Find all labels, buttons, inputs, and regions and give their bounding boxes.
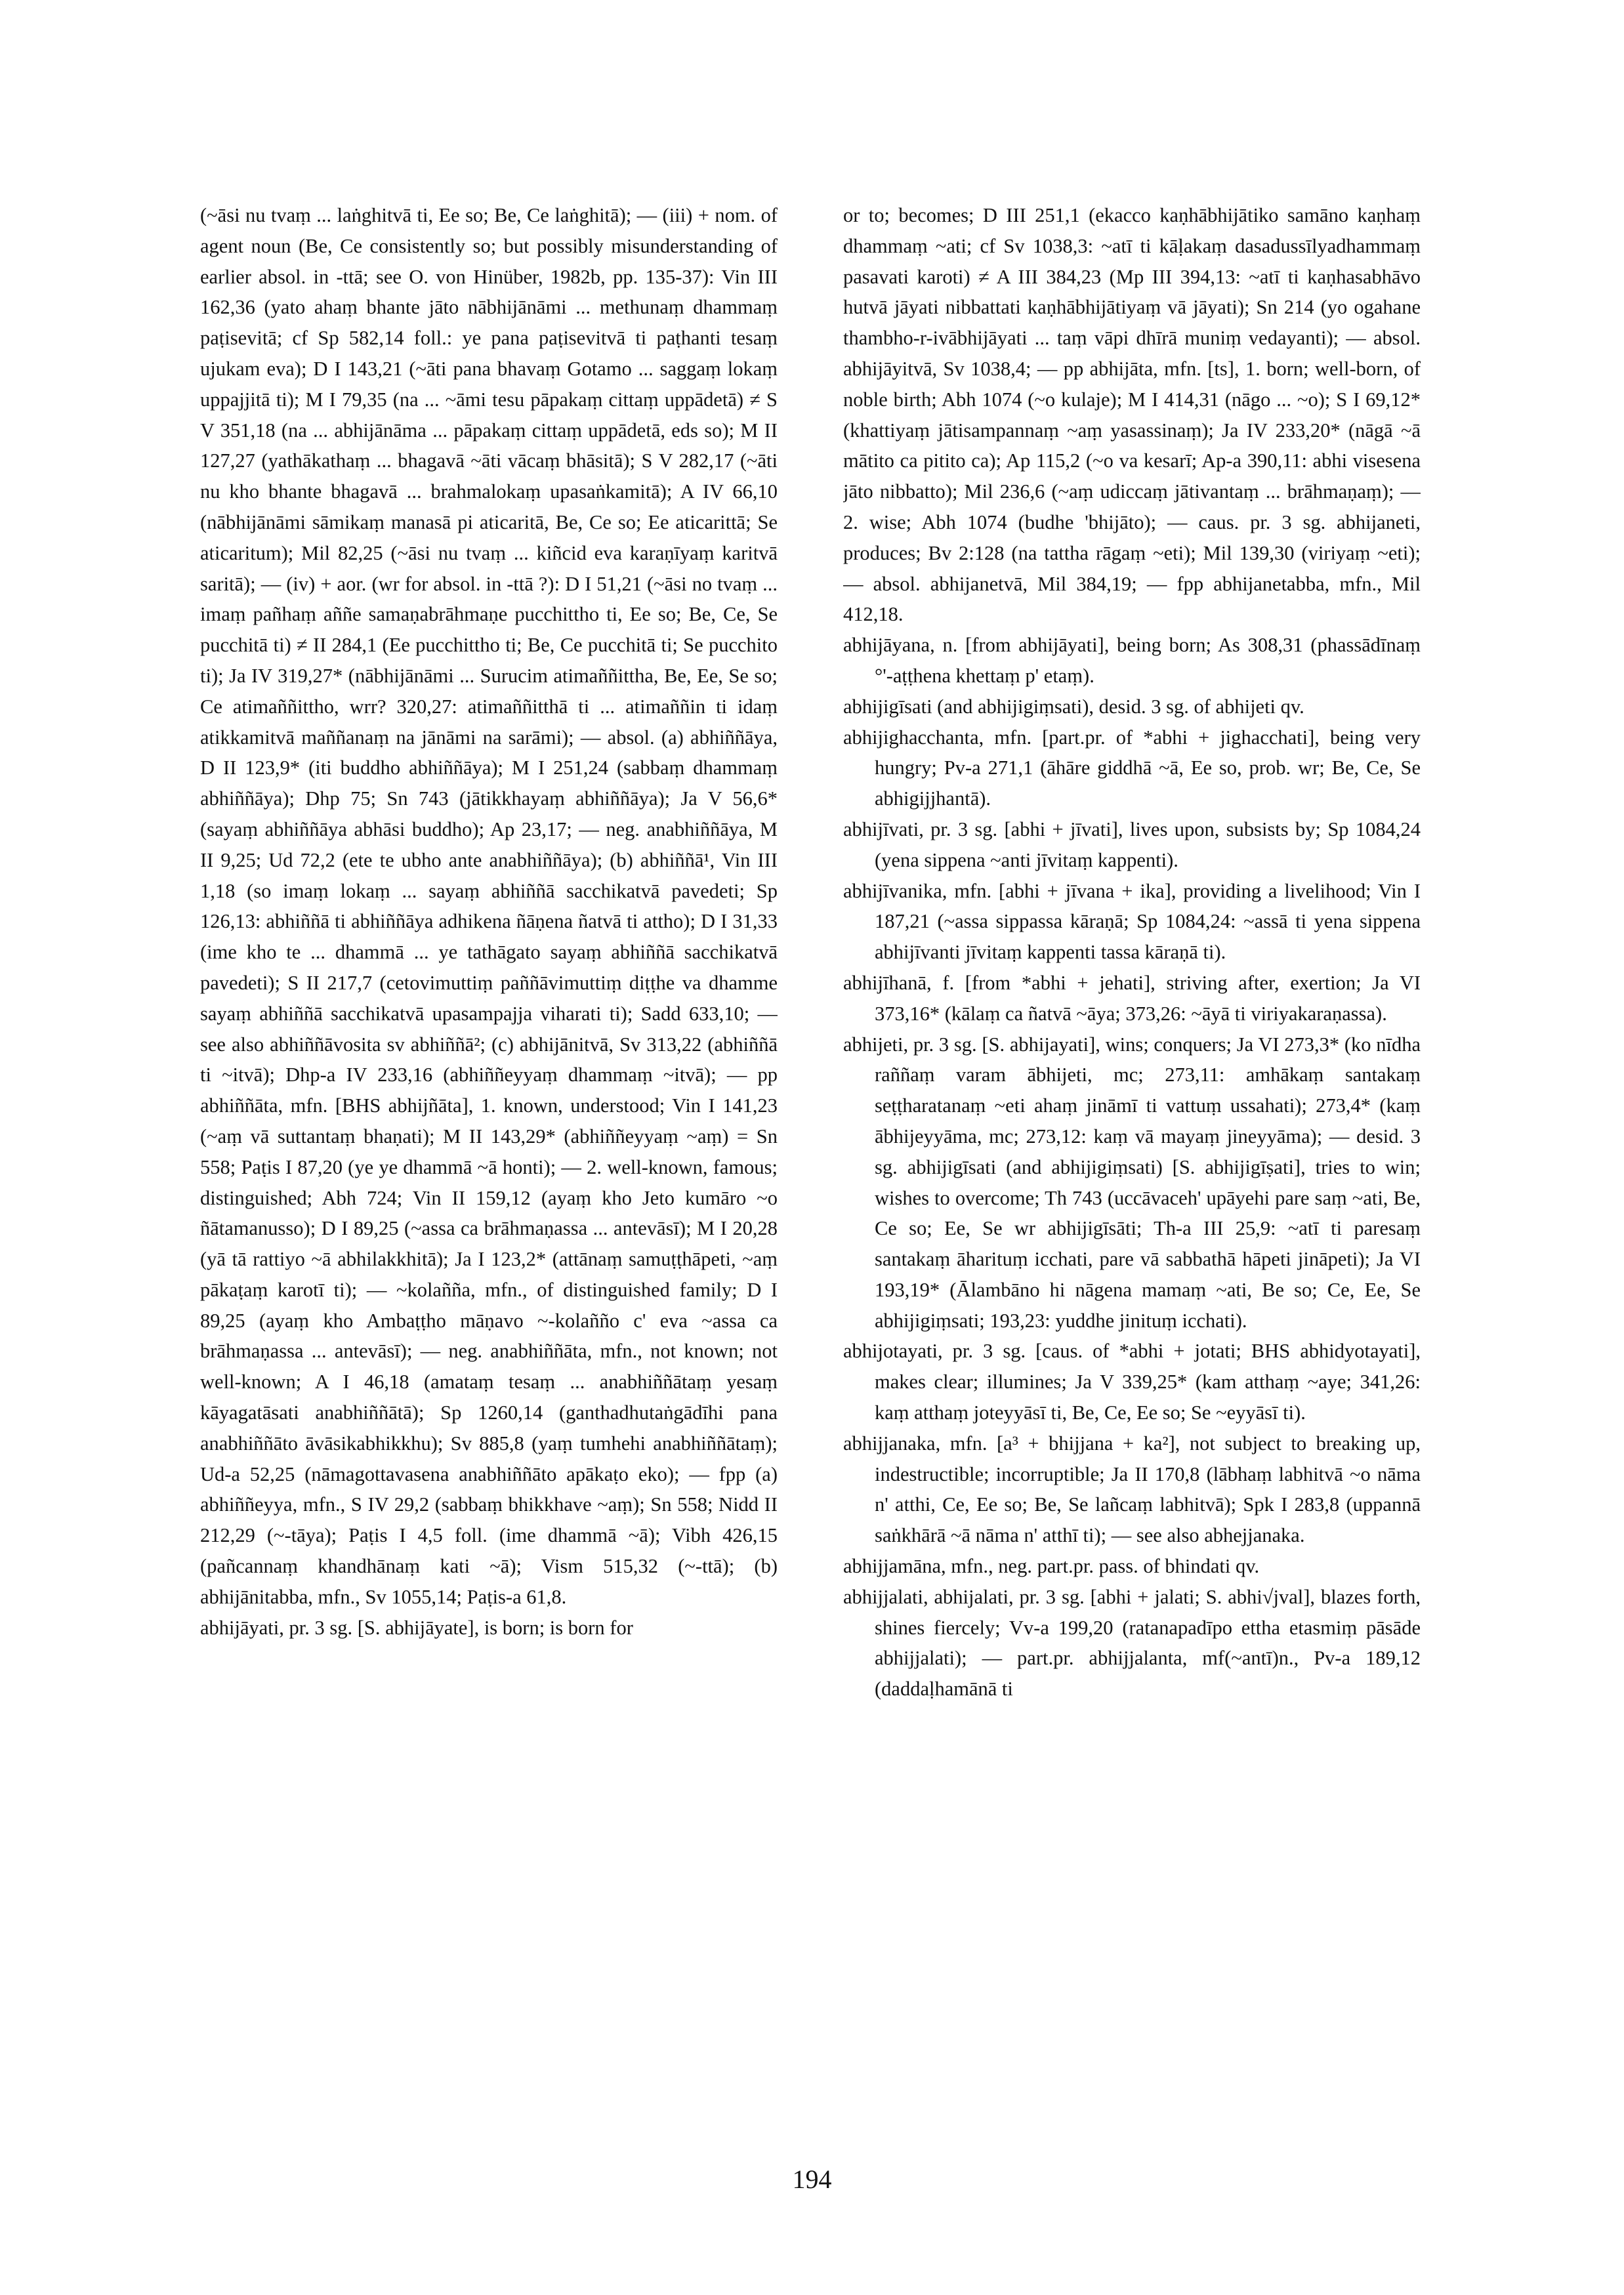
left-column bbox=[200, 200, 778, 2136]
entry-abhijihana: abhijīhanā, f. [from *abhi + jehati], striving after, exertion; Ja VI 373,16* (kālaṃ ca ñatvā ~āya; 373,26: ~āyā ti viriyakaraṇassa). bbox=[843, 971, 1421, 1025]
entry-abhijigisati: abhijigīsati (and abhijigiṃsati), desid. 3 sg. of abhijeti qv. bbox=[843, 695, 1304, 718]
entry-abhijjanaka: abhijjanaka, mfn. [a³ + bhijjana + ka²], not subject to breaking up, indestructible; incorruptible; Ja II 170,8 (lābhaṃ labhitvā ~o nāma n' atthi, Ce, Ee so; Be, Se lañcaṃ labhitvā); Spk I 283,8 (uppannā saṅkhārā ~ā nāma n' atthī ti); — see also abhejjanaka. bbox=[843, 1432, 1421, 1547]
entry-abhijotayati: abhijotayati, pr. 3 sg. [caus. of *abhi + jotati; BHS abhidyotayati], makes clear; illumines; Ja V 339,25* (kam atthaṃ ~aye; 341,26: kaṃ atthaṃ joteyyāsī ti, Be, Ce, Ee so; Se ~eyyāsī ti). bbox=[843, 1340, 1421, 1424]
right-column bbox=[843, 200, 1421, 2136]
entry-abhijjamana: abhijjamāna, mfn., neg. part.pr. pass. of bhindati qv. bbox=[843, 1555, 1260, 1578]
entry-abhijjalati: abhijjalati, abhijalati, pr. 3 sg. [abhi + jalati; S. abhi√jval], blazes forth, shines fiercely; Vv-a 199,20 (ratanapadīpo ettha etasmiṃ pāsāde abhijjalati); — part.pr. abhijjalanta, mf(~antī)n., Pv-a 189,12 (daddaḷhamānā ti bbox=[843, 1585, 1421, 1701]
entry-abhijivati: abhijīvati, pr. 3 sg. [abhi + jīvati], lives upon, subsists by; Sp 1084,24 (yena sippena ~anti jīvitaṃ kappenti). bbox=[843, 817, 1421, 871]
entry-abhijayana: abhijāyana, n. [from abhijāyati], being born; As 308,31 (phassādīnaṃ °'-aṭṭhena khettaṃ p' etaṃ). bbox=[843, 634, 1421, 687]
entry-abhijeti: abhijeti, pr. 3 sg. [S. abhijayati], wins; conquers; Ja VI 273,3* (ko nīdha raññaṃ varam ābhijeti, mc; 273,11: amhākaṃ santakaṃ seṭṭharatanaṃ ~eti ahaṃ jināmī ti vattuṃ ussahati); 273,4* (kaṃ ābhijeyyāma, mc; 273,12: kaṃ vā mayaṃ jineyyāma); — desid. 3 sg. abhijigīsati (and abhijigiṃsati) [S. abhijigīṣati], tries to win; wishes to overcome; Th 743 (uccāvaceh' upāyehi pare saṃ ~ati, Be, Ce so; Ee, Se wr abhijigīsāti; Th-a III 25,9: ~atī ti paresaṃ santakaṃ āharituṃ icchati, pare vā sabbathā hāpeti jināpeti); Ja VI 193,19* (Ālambāno hi nāgena mamaṃ ~ati, Be so; Ce, Ee, Se abhijigiṃsati; 193,23: yuddhe jinituṃ icchati). bbox=[843, 1033, 1421, 1332]
entry-text: or to; becomes; D III 251,1 (ekacco kaṇhābhijātiko samāno kaṇhaṃ dhammaṃ ~ati; cf Sv 1038,3: ~atī ti kāḷakaṃ dasadussīlyadhammaṃ pasavati karoti) ≠ A III 384,23 (Mp III 394,13: ~atī ti kaṇhasabhāvo hutvā jāyati nibbattati kaṇhābhijātiyaṃ vā jāyati); Sn 214 (yo ogahane thambho-r-ivābhijāyati ... taṃ vāpi dhīrā muniṃ vedayanti); — absol. abhijāyitvā, Sv 1038,4; — pp abhijāta, mfn. [ts], 1. born; well-born, of noble birth; Abh 1074 (~o kulaje); M I 414,31 (nāgo ... ~o); S I 69,12* (khattiyaṃ jātisampannaṃ ~aṃ yasassinaṃ); Ja IV 233,20* (nāgā ~ā mātito ca pitito ca); Ap 115,2 (~o va kesarī; Ap-a 390,11: abhi visesena jāto nibbatto); Mil 236,6 (~aṃ udiccaṃ jātivantaṃ ... brāhmaṇaṃ); — 2. wise; Abh 1074 (budhe 'bhijāto); — caus. pr. 3 sg. abhijaneti, produces; Bv 2:128 (na tattha rāgaṃ ~eti); Mil 139,30 (viriyaṃ ~eti); — absol. abhijanetvā, Mil 384,19; — fpp abhijanetabba, mfn., Mil 412,18. bbox=[843, 204, 1421, 626]
entry-abhijayati: abhijāyati, pr. 3 sg. [S. abhijāyate], is born; is born for bbox=[200, 1616, 633, 1639]
entry-abhijighacchanta: abhijighacchanta, mfn. [part.pr. of *abhi + jighacchati], being very hungry; Pv-a 271,1 (āhāre giddhā ~ā, Ee so, prob. wr; Be, Ce, Se abhigijjhantā). bbox=[843, 726, 1421, 810]
entry-abhijivanika: abhijīvanika, mfn. [abhi + jīvana + ika], providing a livelihood; Vin I 187,21 (~assa sippassa kāraṇā; Sp 1084,24: ~assā ti yena sippena abhijīvanti jīvitaṃ kappenti tassa kāraṇā ti). bbox=[843, 879, 1421, 964]
entry-text: (~āsi nu tvaṃ ... laṅghitvā ti, Ee so; Be, Ce laṅghitā); — (iii) + nom. of agent noun (Be, Ce consistently so; but possibly misunderstanding of earlier absol. in -ttā; see O. von Hinüber, 1982b, pp. 135-37): Vin III 162,36 (yato ahaṃ bhante jāto nābhijānāmi ... methunaṃ dhammaṃ paṭisevitā; cf Sp 582,14 foll.: ye pana paṭisevitvā ti paṭhanti tesaṃ ujukam eva); D I 143,21 (~āti pana bhavaṃ Gotamo ... saggaṃ lokaṃ uppajjitā ti); M I 79,35 (na ... ~āmi tesu pāpakaṃ cittaṃ uppādetā) ≠ S V 351,18 (na ... abhijānāma ... pāpakaṃ cittaṃ uppādetā, eds so); M II 127,27 (yathākathaṃ ... bhagavā ~āti vācaṃ bhāsitā); S V 282,17 (~āti nu kho bhante bhagavā ... brahmalokaṃ upasaṅkamitā); A IV 66,10 (nābhijānāmi sāmikaṃ manasā pi aticaritā, Be, Ce so; Ee aticarittā; Se aticaritum); Mil 82,25 (~āsi nu tvaṃ ... kiñcid eva karaṇīyaṃ karitvā saritā); — (iv) + aor. (wr for absol. in -ttā ?): D I 51,21 (~āsi no tvaṃ ... imaṃ pañhaṃ aññe samaṇabrāhmaṇe pucchittho ti, Ee so; Be, Ce, Se pucchitā ti) ≠ II 284,1 (Ee pucchittho ti; Be, Ce pucchitā ti; Se pucchito ti); Ja IV 319,27* (nābhijānāmi ... Surucim atimaññittha, Be, Ee, Se so; Ce atimaññittho, wrr? 320,27: atimaññitthā ti ... atimaññin ti idaṃ atikkamitvā maññanaṃ na jānāmi na sarāmi); — absol. (a) abhiññāya, D II 123,9* (iti buddho abhiññāya); M I 251,24 (sabbaṃ dhammaṃ abhiññāya); Dhp 75; Sn 743 (jātikkhayaṃ abhiññāya); Ja V 56,6* (sayaṃ abhiññāya abhāsi buddho); Ap 23,17; — neg. anabhiññāya, M II 9,25; Ud 72,2 (ete te ubho ante anabhiññāya); (b) abhiññā¹, Vin III 1,18 (so imaṃ lokaṃ ... sayaṃ abhiññā sacchikatvā pavedeti; Sp 126,13: abhiññā ti abhiññāya adhikena ñāṇena ñatvā ti attho); D I 31,33 (ime kho te ... dhammā ... ye tathāgato sayaṃ abhiññā sacchikatvā pavedeti); S II 217,7 (cetovimuttiṃ paññāvimuttiṃ diṭṭhe va dhamme sayaṃ abhiññā sacchikatvā upasampajja viharati ti); Sadd 633,10; — see also abhiññāvosita sv abhiññā²; (c) abhijānitvā, Sv 313,22 (abhiññā ti ~itvā); Dhp-a IV 233,16 (abhiññeyyaṃ dhammaṃ ~itvā); — pp abhiññāta, mfn. [BHS abhijñāta], 1. known, understood; Vin I 141,23 (~aṃ vā suttantaṃ bhaṇati); M II 143,29* (abhiññeyyaṃ ~aṃ) = Sn 558; Paṭis I 87,20 (ye ye dhammā ~ā honti); — 2. well-known, famous; distinguished; Abh 724; Vin II 159,12 (ayaṃ kho Jeto kumāro ~o ñātamanusso); D I 89,25 (~assa ca brāhmaṇassa ... antevāsī); M I 20,28 (yā tā rattiyo ~ā abhilakkhitā); Ja I 123,2* (attānaṃ samuṭṭhāpeti, ~aṃ pākaṭaṃ karotī ti); — ~kolañña, mfn., of distinguished family; D I 89,25 (ayaṃ kho Ambaṭṭho māṇavo ~-kolañño c' eva ~assa ca brāhmaṇassa ... antevāsī); — neg. anabhiññāta, mfn., not known; not well-known; A I 46,18 (amataṃ tesaṃ ... anabhiññātaṃ yesaṃ kāyagatāsati anabhiññātā); Sp 1260,14 (ganthadhutaṅgādīhi pana anabhiññāto āvāsikabhikkhu); Sv 885,8 (yaṃ tumhehi anabhiññātaṃ); Ud-a 52,25 (nāmagottavasena anabhiññāto apākaṭo eko); — fpp (a) abhiññeyya, mfn., S IV 29,2 (sabbaṃ bhikkhave ~aṃ); Sn 558; Nidd II 212,29 (~-tāya); Paṭis I 4,5 foll. (ime dhammā ~ā); Vibh 426,15 (pañcannaṃ khandhānaṃ kati ~ā); Vism 515,32 (~-ttā); (b) abhijānitabba, mfn., Sv 1055,14; Paṭis-a 61,8. bbox=[200, 204, 778, 1608]
page-number: 194 bbox=[792, 2164, 832, 2194]
